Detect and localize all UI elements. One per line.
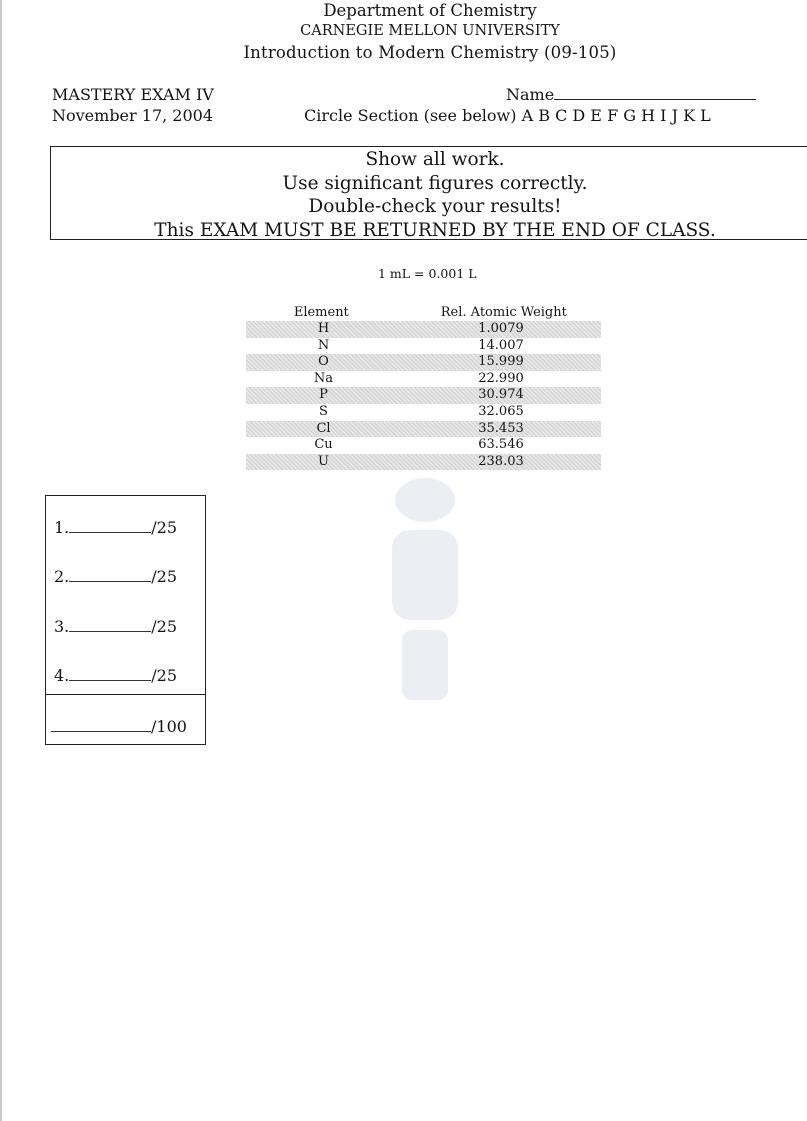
page-edge	[0, 0, 2, 1121]
weight-cell: 238.03	[478, 453, 524, 469]
question-max: /25	[151, 518, 178, 537]
weight-cell: 35.453	[478, 420, 524, 436]
question-number: 3.	[54, 617, 70, 636]
weight-column-header: Rel. Atomic Weight	[440, 305, 567, 320]
element-cell: H	[317, 321, 330, 336]
university-title: CARNEGIE MELLON UNIVERSITY	[300, 23, 560, 39]
weight-cell: 1.0079	[478, 321, 524, 336]
section-label: Circle Section (see below)	[304, 106, 517, 125]
weight-cell: 22.990	[478, 370, 524, 386]
score-line-3	[54, 617, 177, 636]
instruction-line: Show all work.	[365, 149, 505, 170]
instruction-line: This EXAM MUST BE RETURNED BY THE END OF CLASS.	[154, 219, 716, 241]
score-line-1	[54, 518, 177, 537]
question-number: 4.	[54, 666, 70, 685]
element-cell: O	[318, 354, 329, 370]
instruction-line: Double-check your results!	[308, 196, 562, 217]
score-line-2	[54, 567, 177, 586]
question-number: 2.	[54, 567, 70, 586]
weight-cell: 15.999	[478, 354, 524, 370]
weight-cell: 14.007	[478, 337, 524, 353]
total-max: /100	[151, 717, 187, 736]
faint-watermark	[380, 470, 470, 730]
total-blank[interactable]	[51, 718, 151, 732]
weight-cell: 32.065	[478, 403, 524, 419]
score-divider	[46, 694, 205, 695]
element-column-header: Element	[293, 305, 349, 320]
name-label: Name	[506, 85, 555, 104]
table-row	[246, 404, 601, 421]
table-row	[246, 421, 601, 438]
question-number: 1.	[54, 518, 70, 537]
score-blank[interactable]	[69, 618, 151, 632]
element-cell: N	[317, 337, 330, 353]
table-row	[246, 354, 601, 371]
exam-date: November 17, 2004	[52, 106, 214, 125]
weight-cell: 30.974	[478, 387, 524, 403]
element-cell: P	[319, 387, 328, 403]
table-row	[246, 338, 601, 355]
question-max: /25	[151, 617, 178, 636]
score-blank[interactable]	[69, 667, 151, 681]
element-cell: Cu	[314, 437, 333, 453]
section-options[interactable]: A B C D E F G H I J K L	[521, 106, 711, 125]
table-row	[246, 437, 601, 454]
score-box	[45, 495, 206, 745]
table-row	[246, 321, 601, 338]
name-blank[interactable]	[554, 84, 756, 100]
instruction-line: Use significant figures correctly.	[282, 172, 588, 194]
table-row	[246, 387, 601, 404]
table-row	[246, 454, 601, 471]
weight-cell: 63.546	[478, 437, 524, 453]
element-cell: U	[318, 453, 329, 469]
element-cell: Cl	[316, 420, 331, 436]
score-blank[interactable]	[69, 519, 151, 533]
question-max: /25	[151, 567, 178, 586]
atomic-weight-table	[246, 304, 601, 470]
element-cell: S	[319, 403, 328, 419]
exam-header	[0, 0, 807, 63]
section-field	[304, 105, 711, 126]
unit-conversion: 1 mL = 0.001 L	[378, 266, 477, 281]
department-title: Department of Chemistry	[323, 1, 537, 20]
score-blank[interactable]	[69, 568, 151, 582]
question-max: /25	[151, 666, 178, 685]
name-field[interactable]	[506, 84, 756, 105]
table-row	[246, 371, 601, 388]
score-line-4	[54, 666, 177, 685]
exam-info	[52, 84, 214, 126]
element-cell: Na	[313, 370, 334, 386]
total-score-line	[51, 717, 187, 736]
course-title: Introduction to Modern Chemistry (09-105)	[243, 43, 617, 62]
exam-title: MASTERY EXAM IV	[52, 85, 214, 104]
instructions-box	[50, 146, 807, 240]
table-header	[246, 304, 601, 321]
